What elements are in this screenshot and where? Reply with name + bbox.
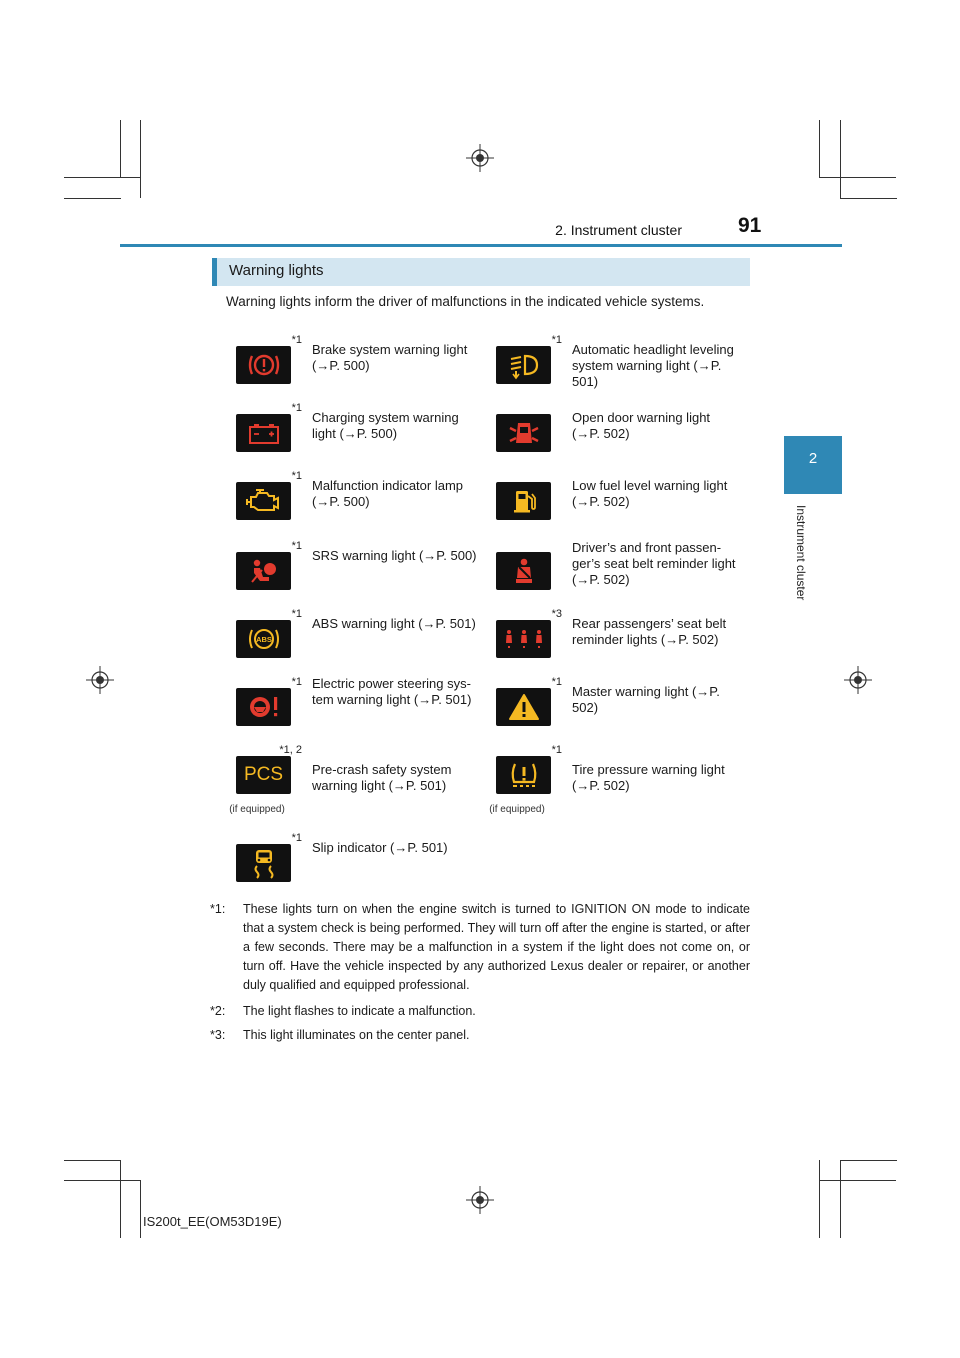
if-equipped-note: (if equipped) [489, 804, 545, 815]
abs-icon [236, 620, 291, 658]
light-description: Brake system warning light (→P. 500) [312, 342, 468, 373]
airbag-icon [236, 552, 291, 590]
note-tag: *1 [291, 676, 302, 688]
light-entry-brake [212, 334, 472, 398]
light-entry-srs [212, 540, 477, 604]
footnote-text: This light illuminates on the center panel. [243, 1028, 470, 1042]
note-tag: *1 [551, 744, 562, 756]
light-entry-malfunction [212, 470, 472, 534]
note-tag: *1 [291, 470, 302, 482]
document-code: IS200t_EE(OM53D19E) [143, 1214, 282, 1229]
light-description: Rear passengers’ seat belt reminder lights (→P. 502) [572, 616, 727, 647]
pcs-icon [236, 756, 291, 794]
light-description: Automatic headlight leveling system warning light (→P. 501) [572, 342, 734, 389]
if-equipped-note: (if equipped) [229, 804, 285, 815]
section-header [212, 258, 750, 286]
header-rule [120, 244, 842, 247]
section-title: Warning lights [229, 262, 324, 279]
light-description: Electric power steering sys-tem warning light (→P. 501) [312, 676, 472, 707]
footnote-mark: *2: [210, 1004, 226, 1018]
light-description: Charging system warning light (→P. 500) [312, 410, 459, 441]
engine-icon [236, 482, 291, 520]
fuel-icon [496, 482, 551, 520]
footnote-mark: *1: [210, 902, 226, 916]
tire-pressure-icon [496, 756, 551, 794]
note-tag: *1 [551, 676, 562, 688]
light-description: Open door warning light (→P. 502) [572, 410, 711, 441]
intro-text: Warning lights inform the driver of malfunctions in the indicated vehicle systems. [226, 294, 705, 309]
light-description: Master warning light (→P. 502) [572, 684, 720, 715]
note-tag: *1 [291, 334, 302, 346]
light-entry-headlight-leveling [472, 334, 732, 398]
page-number: 91 [738, 214, 762, 237]
footnote-1 [210, 900, 750, 995]
light-description: Pre-crash safety system warning light (→P. 501) [312, 762, 452, 793]
footnote-text: These lights turn on when the engine switch is turned to IGNITION ON mode to indicate that a system check is being performed. They will turn off after the engine is started, or after a few seconds. There may be a malfunction in a system if the light does not come on, or turn off. Have the vehicle inspected by any authorized Lexus dealer or repairer, or another duly qualified and equipped professional. [243, 902, 750, 992]
light-entry-open-door [472, 402, 732, 466]
chapter-label: Instrument cluster [794, 505, 808, 601]
registration-mark-icon [844, 666, 872, 694]
light-entry-abs [212, 608, 476, 672]
light-entry-low-fuel [472, 470, 732, 534]
headlight-leveling-icon [496, 346, 551, 384]
header-section-title: 2. Instrument cluster [555, 222, 682, 238]
note-tag: *1 [291, 608, 302, 620]
note-tag: *3 [551, 608, 562, 620]
light-entry-master-warning [472, 676, 732, 740]
footnote-3 [210, 1026, 750, 1045]
light-entry-slip [212, 832, 472, 896]
light-entry-rear-seatbelt [472, 608, 732, 672]
rear-seatbelt-icon [496, 620, 551, 658]
light-description: SRS warning light (→P. 500) [312, 548, 477, 563]
slip-indicator-icon [236, 844, 291, 882]
power-steering-icon [236, 688, 291, 726]
note-tag: *1 [291, 540, 302, 552]
note-tag: *1 [291, 832, 302, 844]
light-entry-charging [212, 402, 472, 466]
light-description: Tire pressure warning light (→P. 502) [572, 762, 725, 793]
master-warning-icon [496, 688, 551, 726]
note-tag: *1 [551, 334, 562, 346]
light-description: Driver’s and front passen-ger’s seat belt reminder light (→P. 502) [572, 540, 736, 587]
seatbelt-icon [496, 552, 551, 590]
light-description: Low fuel level warning light (→P. 502) [572, 478, 728, 509]
footnote-text: The light flashes to indicate a malfunction. [243, 1004, 476, 1018]
pcs-icon-text: PCS [243, 764, 284, 785]
battery-icon [236, 414, 291, 452]
note-tag: *1 [291, 402, 302, 414]
chapter-tab[interactable]: 2 [784, 436, 842, 494]
open-door-icon [496, 414, 551, 452]
light-entry-front-seatbelt [472, 540, 736, 604]
registration-mark-icon [466, 144, 494, 172]
footnote-2 [210, 1002, 750, 1021]
light-entry-power-steering [212, 676, 472, 740]
brake-warning-icon [236, 346, 291, 384]
light-description: Slip indicator (→P. 501) [312, 840, 448, 855]
light-description: Malfunction indicator lamp (→P. 500) [312, 478, 464, 509]
note-tag: *1, 2 [279, 744, 302, 756]
registration-mark-icon [466, 1186, 494, 1214]
svg-text:ABS: ABS [255, 635, 272, 644]
footnote-mark: *3: [210, 1028, 226, 1042]
light-entry-pcs [212, 744, 472, 815]
light-entry-tire-pressure [472, 744, 732, 815]
light-description: ABS warning light (→P. 501) [312, 616, 476, 631]
registration-mark-icon [86, 666, 114, 694]
